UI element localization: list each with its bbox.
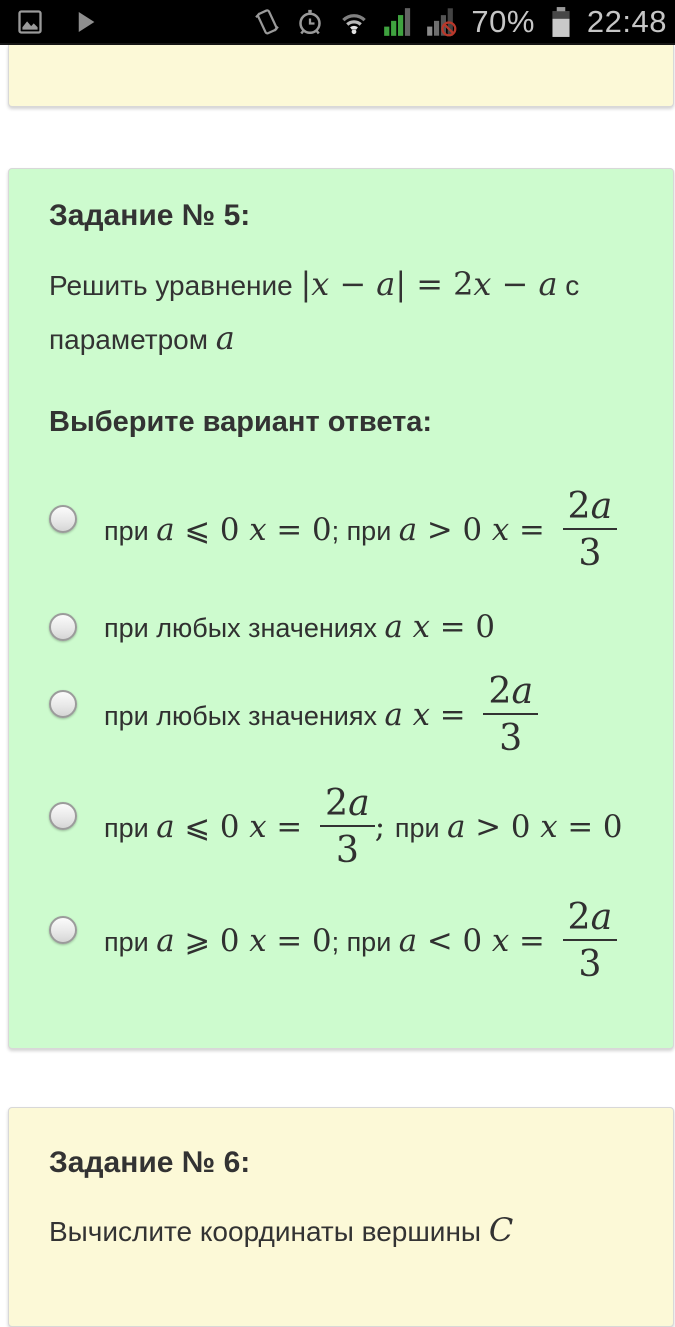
answer-option-3[interactable]: [49, 668, 653, 760]
answer-options: [49, 483, 653, 986]
wifi-icon: [338, 7, 370, 37]
gallery-notification-icon: [16, 8, 44, 36]
vibrate-mode-icon: [252, 7, 282, 37]
answer-option-label: при любых значениях a x = $\frac{2a}{3}$: [104, 676, 538, 760]
play-media-icon: [70, 7, 100, 37]
signal-strength-icon: [383, 7, 413, 37]
fraction: $\frac{2a}{3}$: [320, 784, 375, 868]
battery-percent-label: 70%: [471, 4, 535, 39]
clock-label: 22:48: [586, 4, 667, 39]
radio-button[interactable]: [49, 916, 77, 944]
fraction: $\frac{2a}{3}$: [563, 898, 618, 982]
quiz-page: [0, 45, 675, 1327]
radio-button[interactable]: [49, 690, 77, 718]
answer-option-5[interactable]: [49, 894, 653, 986]
fraction: $\frac{2a}{3}$: [483, 672, 538, 756]
answer-option-label: при a ⩾ 0 x = 0; при a < 0 x = $\frac{2a}{3}$: [104, 902, 617, 986]
status-bar-left: [16, 7, 100, 37]
task5-card: [8, 168, 674, 1049]
status-bar: [0, 0, 675, 45]
radio-button[interactable]: [49, 802, 77, 830]
signal-no-data-icon: [426, 7, 458, 37]
alarm-clock-icon: [295, 7, 325, 37]
task6-title: Задание № 6:: [49, 1145, 251, 1179]
task5-title: Задание № 5:: [49, 199, 251, 232]
task5-question: Решить уравнение |x − a| = 2x − a с параметром a: [49, 264, 580, 357]
battery-icon: [548, 6, 574, 38]
radio-button[interactable]: [49, 505, 77, 533]
answer-option-1[interactable]: [49, 483, 653, 575]
answer-option-label: при любых значениях a x = 0: [104, 608, 495, 645]
answer-option-label: при a ⩽ 0 x = 0; при a > 0 x = $\frac{2a}{3}$: [104, 491, 617, 575]
previous-task-card: [8, 45, 674, 107]
status-bar-right: [252, 6, 667, 38]
fraction: $\frac{2a}{3}$: [563, 487, 618, 571]
answer-option-2[interactable]: [49, 607, 653, 648]
choose-answer-label: Выберите вариант ответа:: [49, 405, 433, 438]
radio-button[interactable]: [49, 613, 77, 641]
answer-option-4[interactable]: [49, 780, 653, 872]
task6-card: [8, 1107, 674, 1327]
task6-question: Вычислите координаты вершины C: [49, 1211, 514, 1250]
answer-option-label: при a ⩽ 0 x = $\frac{2a}{3}$ ; при a > 0 x = 0: [104, 780, 623, 871]
